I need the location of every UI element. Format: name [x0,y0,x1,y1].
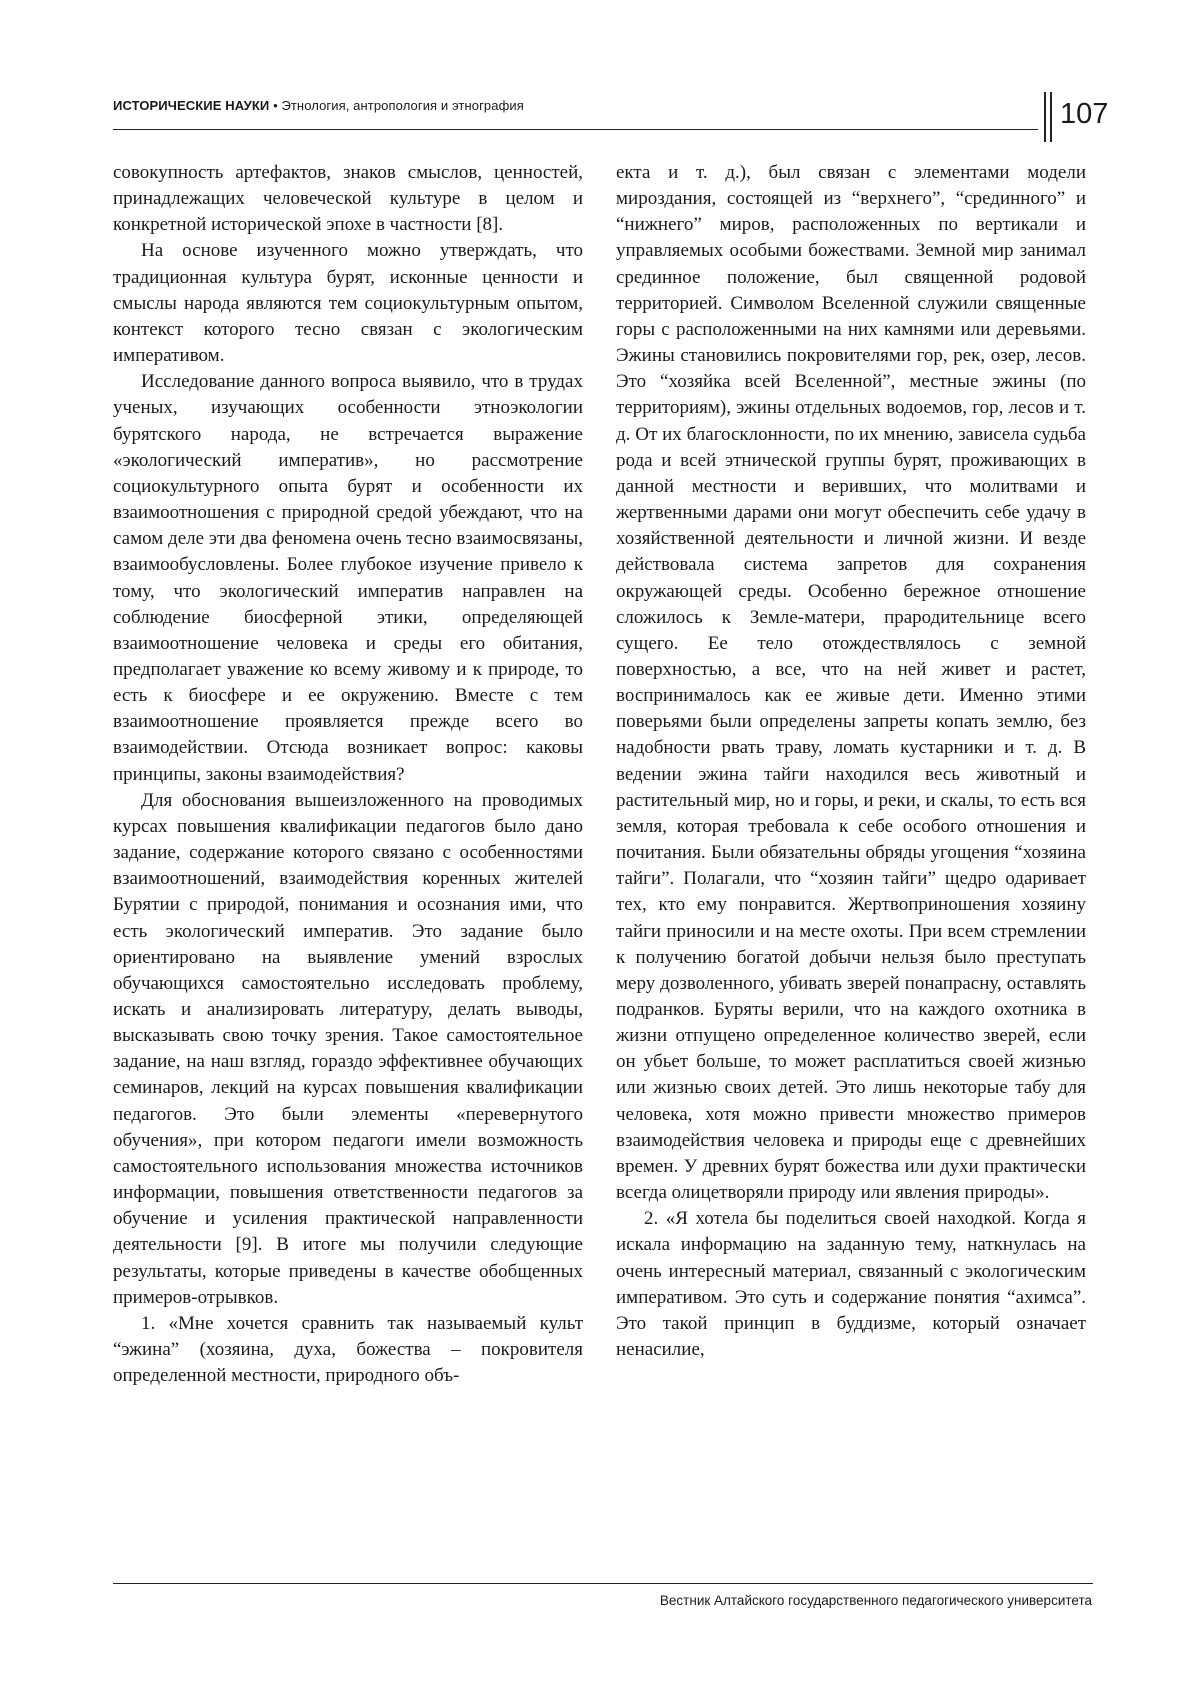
paragraph: Исследование данного вопроса выявило, что в трудах ученых, изучающих особенности этноэкологии бурятского народа, не встречается выражение «экологический императив», но рассмотрение социокультурного опыта бурят и особенности их взаимоотношения с природной средой убеждают, что на самом деле эти два феномена очень тесно взаимосвязаны, взаимообусловлены. Более глубокое изучение привело к тому, что экологический императив направлен на соблюдение биосферной этики, определяющей взаимоотношение человека и среды его обитания, предполагает уважение ко всему живому и к природе, то есть к биосфере и ее окружению. Вместе с тем взаимоотношение проявляется прежде всего во взаимодействии. Отсюда возникает вопрос: каковы принципы, законы взаимодействия? [113,371,583,785]
paragraph: 2. «Я хотела бы поделиться своей находкой. Когда я искала информацию на заданную тему, наткнулась на очень интересный материал, связанный с экологическим императивом. Это суть и содержание понятия “ахимса”. Это такой принцип в буддизме, который означает ненасилие, [616,1208,1086,1361]
page-number: 107 [1060,98,1109,130]
header-rule [113,129,1038,130]
subsection-title: Этнология, антропология и этнография [281,98,524,113]
paragraph: Для обоснования вышеизложенного на проводимых курсах повышения квалификации педагогов было дано задание, содержание которого связано с особенностями взаимоотношений, взаимодействия коренных жителей Бурятии с природой, понимания и осознания ими, что есть экологический императив. Это задание было ориентировано на выявление умений взрослых обучающихся самостоятельно исследовать проблему, искать и анализировать литературу, делать выводы, высказывать свою точку зрения. Такое самостоятельное задание, на наш взгляд, гораздо эффективнее обучающих семинаров, лекций на курсах повышения квалификации педагогов. Это были элементы «перевернутого обучения», при котором педагоги имели возможность самостоятельного использования множества источников информации, повышения ответственности педагогов за обучение и усиления практической направленности деятельности [9]. В итоге мы получили следующие результаты, которые приведены в качестве обобщенных примеров-отрывков. [113,789,583,1308]
header-divider-bar [1050,92,1052,142]
left-column [113,160,583,1389]
paragraph: На основе изученного можно утверждать, что традиционная культура бурят, исконные ценности и смыслы народа являются тем социокультурным опытом, контекст которого тесно связан с экологическим императивом. [113,240,583,367]
header-divider-bar [1044,92,1046,142]
footer-rule [113,1583,1093,1584]
section-title: ИСТОРИЧЕСКИЕ НАУКИ [113,98,270,113]
paragraph: совокупность артефактов, знаков смыслов, ценностей, принадлежащих человеческой культуре в целом и конкретной исторической эпохе в частности [8]. [113,162,583,236]
paragraph: екта и т. д.), был связан с элементами модели мироздания, состоящей из “верхнего”, “срединного” и “нижнего” миров, расположенных по вертикали и управляемых особыми божествами. Земной мир занимал срединное положение, был священной родовой территорией. Символом Вселенной служили священные горы с расположенными на них камнями или деревьями. Эжины становились покровителями гор, рек, озер, лесов. Это “хозяйка всей Вселенной”, местные эжины (по территориям), эжины отдельных водоемов, гор, лесов и т. д. От их благосклонности, по их мнению, зависела судьба рода и всей этнической группы бурят, проживающих в данной местности и веривших, что молитвами и жертвенными дарами они могут обеспечить себе удачу в хозяйственной деятельности и личной жизни. И везде действовала система запретов для сохранения окружающей среды. Особенно бережное отношение сложилось к Земле-матери, прародительнице всего сущего. Ее тело отождествлялось с земной поверхностью, а все, что на ней живет и растет, воспринималось как ее живые дети. Именно этими поверьями были определены запреты копать землю, без надобности рвать траву, ломать кустарники и т. д. В ведении эжина тайги находился весь животный и растительный мир, но и горы, и реки, и скалы, то есть вся земля, которая требовала к себе особого отношения и почитания. Были обязательны обряды угощения “хозяина тайги”. Полагали, что “хозяин тайги” щедро одаривает тех, кто ему понравится. Жертвоприношения хозяину тайги приносили и на месте охоты. При всем стремлении к получению богатой добычи нельзя было преступать меру дозволенного, убивать зверей понапрасну, оставлять подранков. Буряты верили, что на каждого охотника в жизни отпущено определенное количество зверей, если он убьет больше, то может расплатиться своей жизнью или жизнью своих детей. Это лишь некоторые табу для человека, хотя можно привести множество примеров взаимодействия человека и природы еще с древнейших времен. У древних бурят божества или духи практически всегда олицетворяли природу или явления природы». [616,162,1086,1204]
journal-footer: Вестник Алтайского государственного педагогического университета [659,1593,1092,1608]
paragraph: 1. «Мне хочется сравнить так называемый культ “эжина” (хозяина, духа, божества – покровителя определенной местности, природного объ- [113,1312,583,1387]
header-separator: • [269,98,282,113]
running-head [113,98,1037,113]
right-column [616,160,1086,1363]
